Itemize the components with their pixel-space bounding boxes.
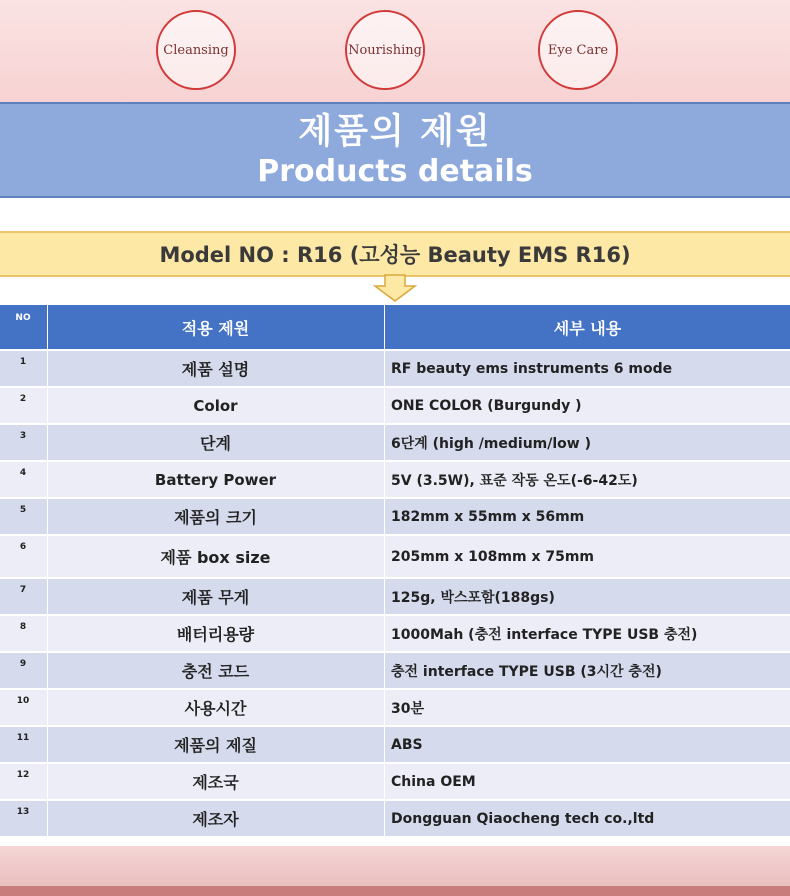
row-number: 1 <box>19 357 27 367</box>
table-row <box>0 425 790 461</box>
spec-table-header <box>0 305 790 349</box>
row-value: RF beauty ems instruments 6 mode <box>391 360 673 377</box>
row-number: 13 <box>16 807 30 817</box>
row-item: 단계 <box>200 434 231 453</box>
row-number: 10 <box>16 696 30 706</box>
table-row <box>0 462 790 498</box>
table-row <box>0 351 790 387</box>
header-item: 적용 제원 <box>181 318 250 338</box>
row-value: 125g, 박스포함(188gs) <box>391 589 555 606</box>
page-title-english: Products details <box>257 154 533 189</box>
row-number: 9 <box>19 659 27 669</box>
row-value: 5V (3.5W), 표준 작동 온도(-6-42도) <box>391 472 638 489</box>
column-divider <box>47 305 48 838</box>
row-item: 제품의 제질 <box>174 736 257 755</box>
header-no: NO <box>15 313 31 323</box>
table-row <box>0 616 790 652</box>
cleansing-circle: Cleansing <box>156 10 236 90</box>
table-row <box>0 388 790 424</box>
row-item: 제품 설명 <box>181 360 250 379</box>
model-number-banner <box>0 231 790 277</box>
table-row <box>0 727 790 763</box>
model-number-text: Model NO : R16 (고성능 Beauty EMS R16) <box>159 243 631 267</box>
row-value: 충전 interface TYPE USB (3시간 충전) <box>391 663 662 680</box>
row-value: ONE COLOR (Burgundy ) <box>391 397 582 414</box>
down-arrow-icon <box>373 274 417 302</box>
row-number: 11 <box>16 733 30 743</box>
row-item: 제품의 크기 <box>174 508 257 527</box>
row-value: 6단계 (high /medium/low ) <box>391 435 591 452</box>
row-number: 3 <box>19 431 27 441</box>
column-divider <box>384 305 385 838</box>
table-row <box>0 690 790 726</box>
row-item: 제조국 <box>192 773 239 792</box>
row-item: 사용시간 <box>184 699 247 718</box>
table-row <box>0 536 790 578</box>
row-value: 182mm x 55mm x 56mm <box>391 508 585 525</box>
page-title-korean: 제품의 제원 <box>298 112 492 152</box>
eye-care-circle: Eye Care <box>538 10 618 90</box>
table-row <box>0 579 790 615</box>
header-detail: 세부 내용 <box>553 318 622 338</box>
row-number: 2 <box>19 394 27 404</box>
row-value: 1000Mah (충전 interface TYPE USB 충전) <box>391 626 698 643</box>
nourishing-circle: Nourishing <box>345 10 425 90</box>
row-item: Battery Power <box>154 470 277 489</box>
row-number: 5 <box>19 505 27 515</box>
row-item: 제품 box size <box>160 548 271 567</box>
row-item: 제조자 <box>192 810 239 829</box>
table-row <box>0 499 790 535</box>
row-number: 12 <box>16 770 30 780</box>
table-row <box>0 764 790 800</box>
row-item: Color <box>193 396 238 415</box>
top-banner <box>0 0 790 102</box>
row-item: 제품 무게 <box>181 588 250 607</box>
row-number: 6 <box>19 542 27 552</box>
row-value: 30분 <box>391 700 425 717</box>
bottom-strip <box>0 886 790 896</box>
row-item: 배터리용량 <box>176 625 255 644</box>
table-row <box>0 801 790 837</box>
row-item: 충전 코드 <box>181 662 250 681</box>
row-value: ABS <box>391 736 423 753</box>
row-number: 7 <box>19 585 27 595</box>
table-row <box>0 653 790 689</box>
row-value: China OEM <box>391 773 476 790</box>
row-number: 8 <box>19 622 27 632</box>
row-value: 205mm x 108mm x 75mm <box>391 548 595 565</box>
row-value: Dongguan Qiaocheng tech co.,ltd <box>391 810 655 827</box>
row-number: 4 <box>19 468 27 478</box>
